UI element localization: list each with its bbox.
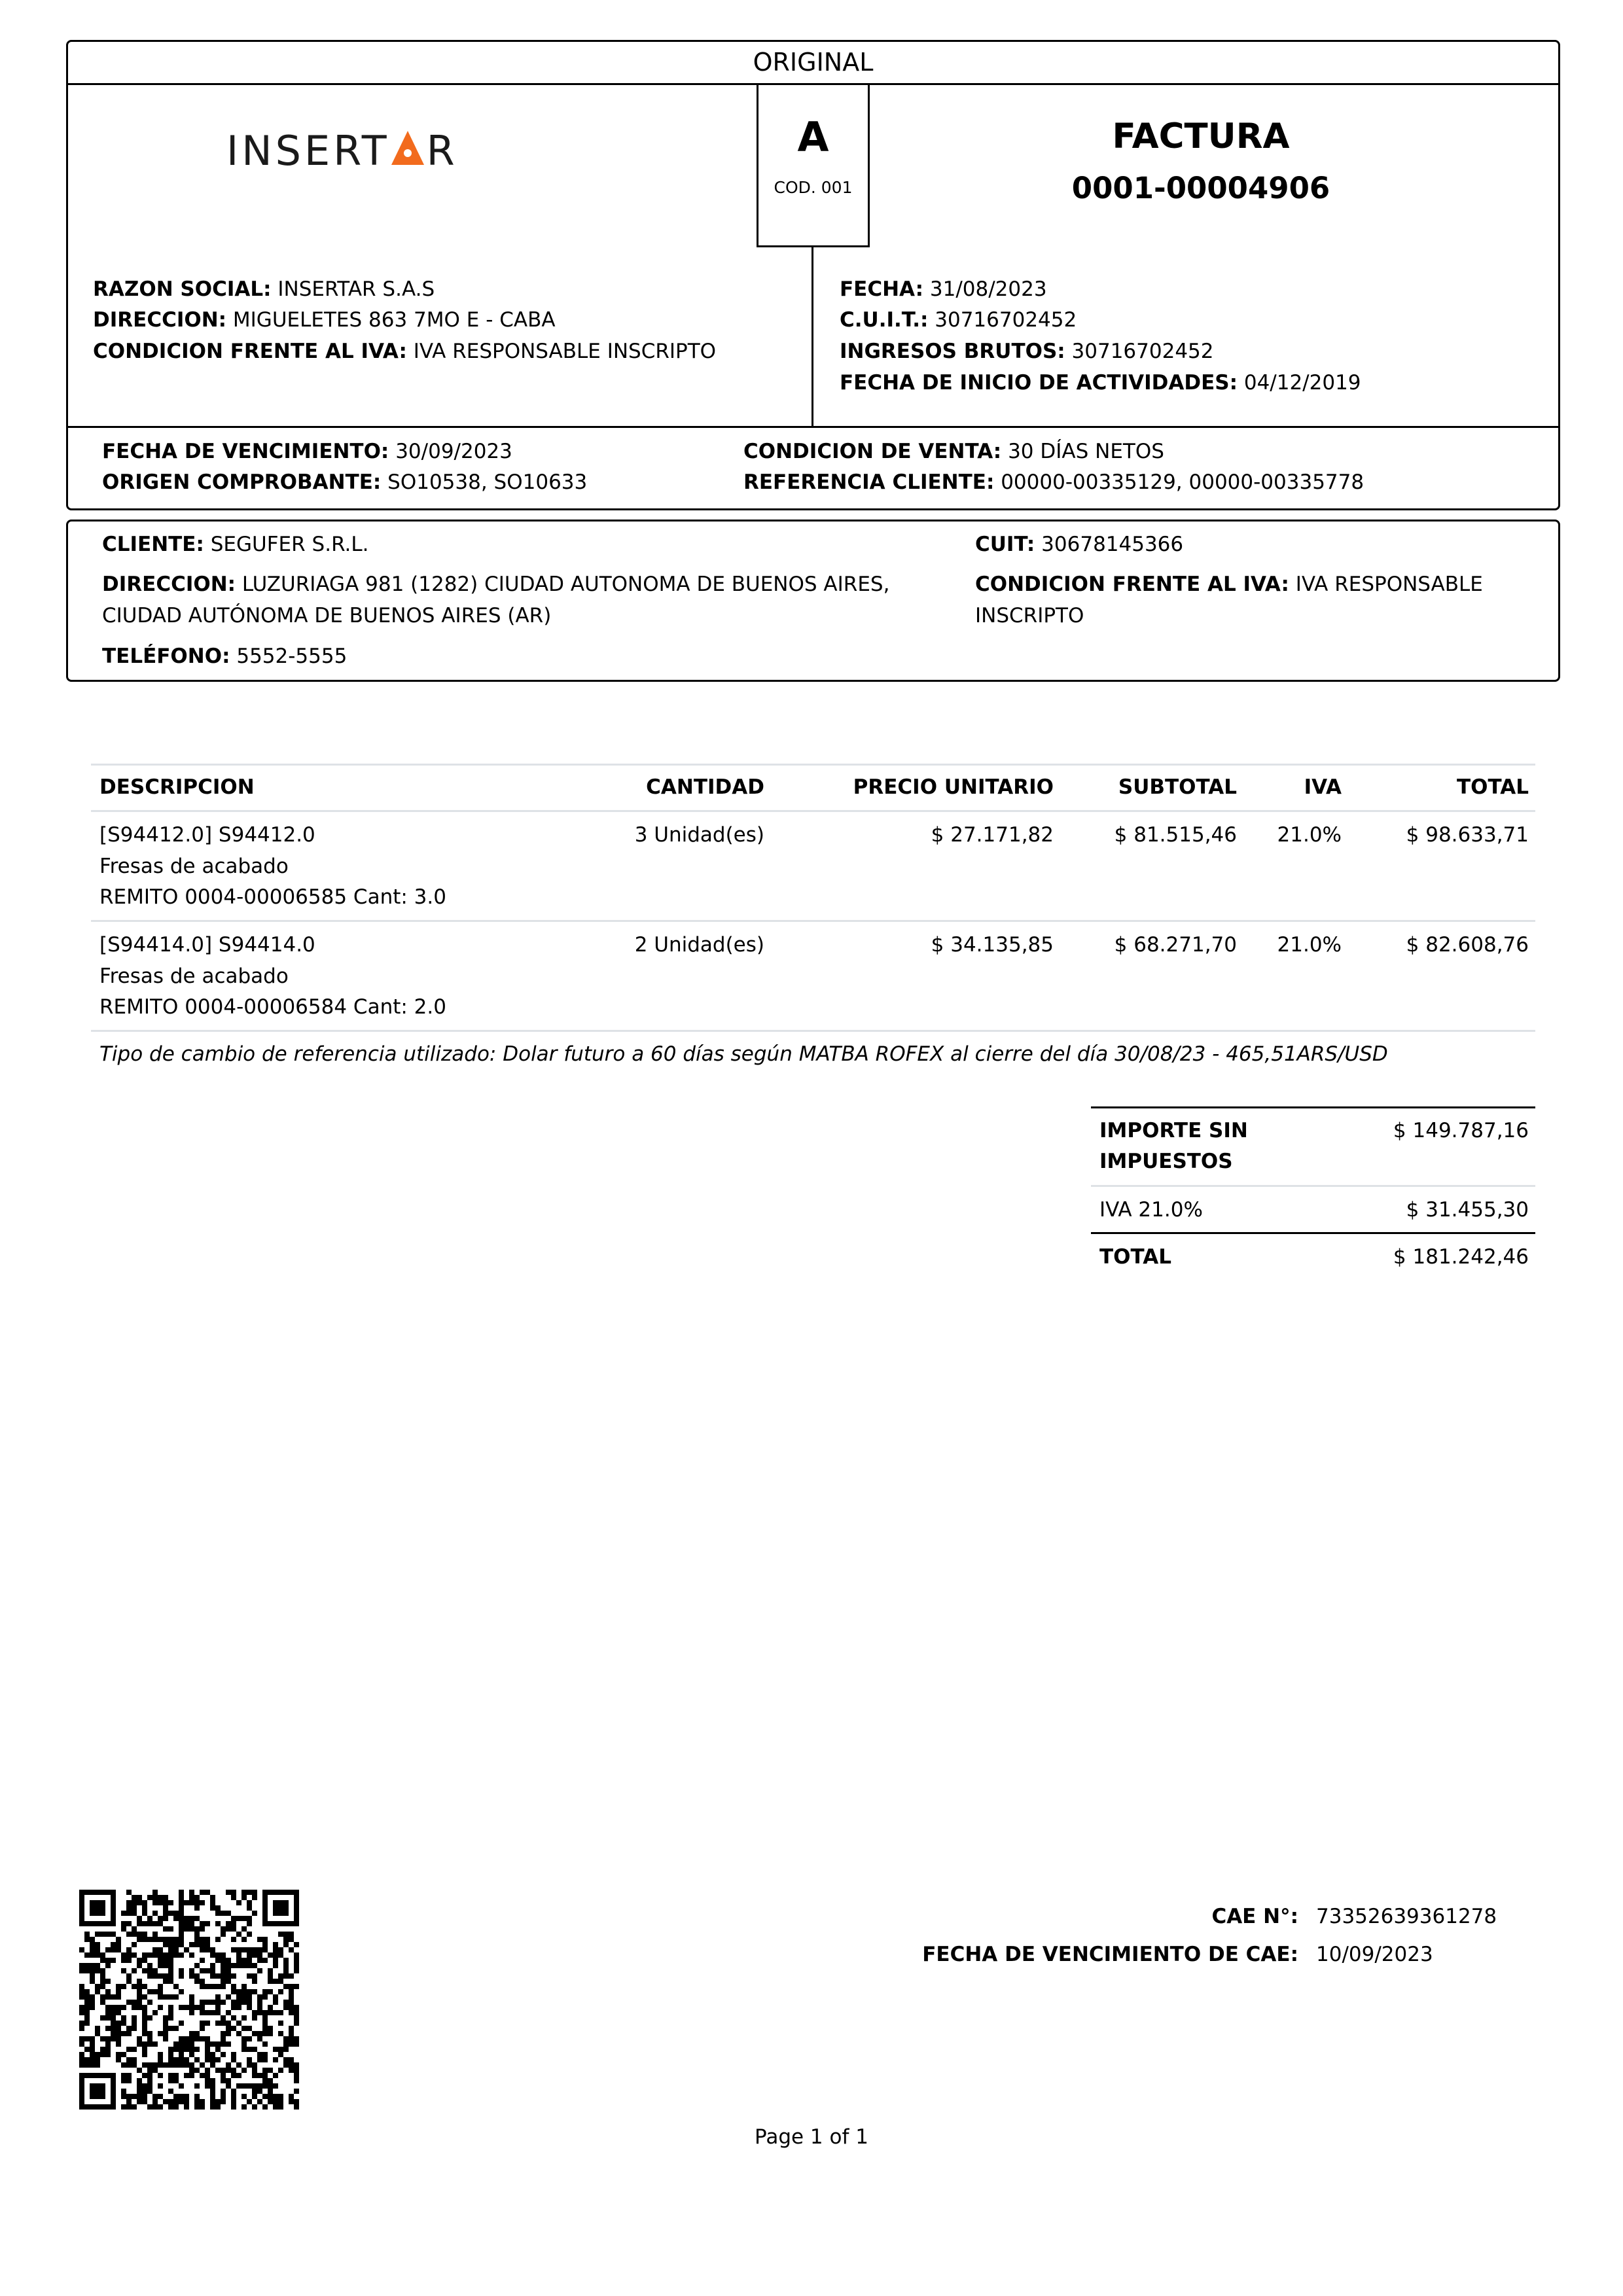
row-desc-code: [S94414.0] S94414.0	[99, 933, 315, 957]
client-cuit: CUIT: 30678145366	[975, 533, 1184, 556]
client-telefono: TELÉFONO: 5552-5555	[102, 645, 348, 668]
col-header-cantidad: CANTIDAD	[646, 775, 764, 799]
row-price: $ 27.171,82	[931, 823, 1054, 847]
cae-venc-value: 10/09/2023	[1316, 1943, 1433, 1966]
untaxed-label: IMPORTE SIN IMPUESTOS	[1099, 1119, 1248, 1173]
terms-referencia-cliente: REFERENCIA CLIENTE: 00000-00335129, 00000-00335778	[743, 470, 1364, 494]
invoice-code: COD. 001	[774, 178, 853, 197]
row-iva: 21.0%	[1277, 823, 1342, 847]
copy-label: ORIGINAL	[753, 48, 874, 77]
client-direccion-2: CIUDAD AUTÓNOMA DE BUENOS AIRES (AR)	[102, 604, 552, 627]
untaxed-amount: $ 149.787,16	[1393, 1119, 1529, 1142]
col-header-precio: PRECIO UNITARIO	[853, 775, 1054, 799]
row-desc-name: Fresas de acabado	[99, 855, 289, 878]
row-iva: 21.0%	[1277, 933, 1342, 957]
company-logo	[226, 128, 458, 174]
row-qty: 3 Unidad(es)	[634, 823, 764, 847]
divider	[812, 247, 813, 426]
terms-vencimiento: FECHA DE VENCIMIENTO: 30/09/2023	[102, 440, 512, 463]
doc-number: 0001-00004906	[1071, 171, 1330, 205]
cae-label: CAE N°:	[1211, 1905, 1298, 1928]
col-header-total: TOTAL	[1457, 775, 1529, 799]
row-desc-code: [S94412.0] S94412.0	[99, 823, 315, 847]
table-border	[91, 920, 1535, 922]
table-border	[91, 764, 1535, 766]
iva-amount: $ 31.455,30	[1406, 1198, 1529, 1222]
table-border	[91, 1030, 1535, 1032]
col-header-descripcion: DESCRIPCION	[99, 775, 255, 799]
table-border	[91, 810, 1535, 812]
invoice-letter: A	[797, 113, 829, 161]
divider	[66, 426, 1560, 428]
issuer-ingresos-brutos: INGRESOS BRUTOS: 30716702452	[840, 340, 1214, 363]
total-amount: $ 181.242,46	[1393, 1245, 1529, 1269]
row-qty: 2 Unidad(es)	[634, 933, 764, 957]
divider	[1091, 1106, 1535, 1108]
issuer-razon: RAZON SOCIAL: INSERTAR S.A.S	[93, 277, 435, 301]
row-desc-remito: REMITO 0004-00006585 Cant: 3.0	[99, 885, 446, 909]
client-iva-2: INSCRIPTO	[975, 604, 1084, 627]
cae-venc-label: FECHA DE VENCIMIENTO DE CAE:	[922, 1943, 1298, 1966]
row-desc-name: Fresas de acabado	[99, 964, 289, 988]
row-desc-remito: REMITO 0004-00006584 Cant: 2.0	[99, 995, 446, 1019]
issuer-direccion: DIRECCION: MIGUELETES 863 7MO E - CABA	[93, 308, 556, 332]
issuer-inicio-actividades: FECHA DE INICIO DE ACTIVIDADES: 04/12/2019	[840, 371, 1361, 395]
col-header-iva: IVA	[1304, 775, 1342, 799]
exchange-rate-note: Tipo de cambio de referencia utilizado: Dolar futuro a 60 días según MATBA ROFEX al cierre del día 30/08/23 - 465,51ARS/USD	[99, 1042, 1388, 1066]
iva-label: IVA 21.0%	[1099, 1198, 1203, 1222]
issuer-cuit: C.U.I.T.: 30716702452	[840, 308, 1077, 332]
afip-qr-code[interactable]	[79, 1890, 299, 2110]
logo-triangle-icon	[391, 128, 424, 162]
logo-text-left: INSERT	[226, 127, 390, 175]
terms-origen: ORIGEN COMPROBANTE: SO10538, SO10633	[102, 470, 588, 494]
client-direccion: DIRECCION: LUZURIAGA 981 (1282) CIUDAD AUTONOMA DE BUENOS AIRES,	[102, 573, 890, 596]
total-label: TOTAL	[1099, 1245, 1171, 1269]
row-price: $ 34.135,85	[931, 933, 1054, 957]
row-total: $ 82.608,76	[1406, 933, 1529, 957]
divider	[1091, 1185, 1535, 1187]
row-total: $ 98.633,71	[1406, 823, 1529, 847]
col-header-subtotal: SUBTOTAL	[1118, 775, 1237, 799]
cae-value: 73352639361278	[1316, 1905, 1497, 1928]
logo-text-right: R	[426, 127, 458, 175]
issuer-iva: CONDICION FRENTE AL IVA: IVA RESPONSABLE INSCRIPTO	[93, 340, 717, 363]
divider	[1091, 1232, 1535, 1234]
client-iva: CONDICION FRENTE AL IVA: IVA RESPONSABLE	[975, 573, 1483, 596]
doc-title: FACTURA	[1112, 116, 1290, 156]
page-number: Page 1 of 1	[755, 2125, 868, 2149]
client-name: CLIENTE: SEGUFER S.R.L.	[102, 533, 369, 556]
issuer-fecha: FECHA: 31/08/2023	[840, 277, 1047, 301]
row-subtotal: $ 81.515,46	[1114, 823, 1237, 847]
invoice-letter-box	[757, 83, 870, 247]
row-subtotal: $ 68.271,70	[1114, 933, 1237, 957]
terms-condicion-venta: CONDICION DE VENTA: 30 DÍAS NETOS	[743, 440, 1164, 463]
